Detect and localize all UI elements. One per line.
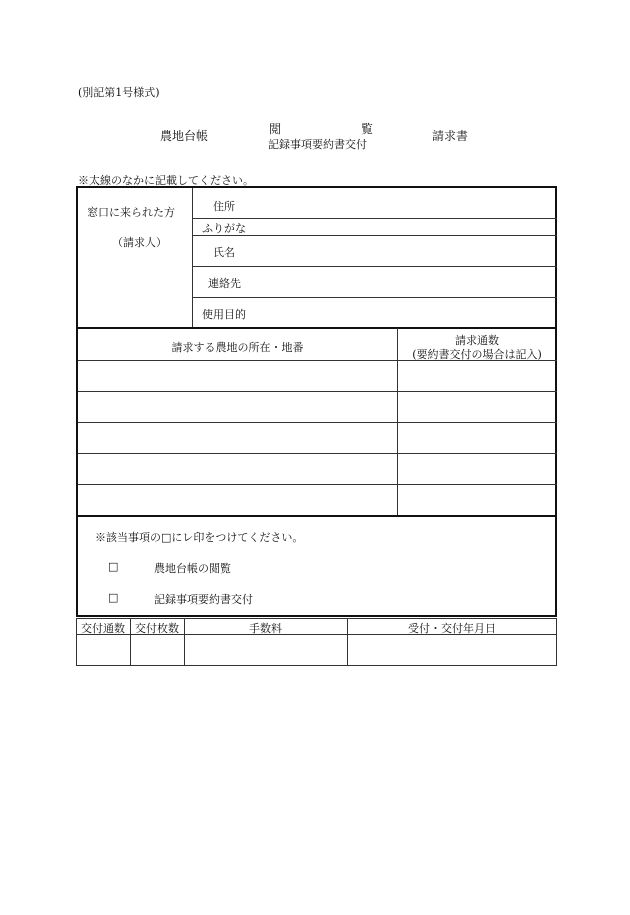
purpose-label: 使用目的: [202, 308, 246, 321]
checkbox-ledger-view[interactable]: □: [108, 560, 119, 573]
col-issued-copies: 交付通数: [81, 622, 125, 635]
summary-issue-label: 記録事項要約書交付: [154, 593, 253, 606]
main-form: [76, 186, 557, 617]
title-ledger: 農地台帳: [160, 129, 209, 143]
address-label: 住所: [213, 200, 235, 213]
office-use-table: [76, 618, 557, 666]
furigana-label: ふりがな: [202, 222, 246, 235]
title-request: 請求書: [432, 129, 469, 143]
copies-header: 請求通数: [455, 334, 499, 347]
contact-label: 連絡先: [208, 277, 241, 290]
applicant-divider: [192, 188, 193, 327]
visitor-label: 窓口に来られた方: [87, 206, 175, 219]
col-issued-sheets: 交付枚数: [135, 622, 179, 635]
copies-header-note: (要約書交付の場合は記入): [412, 348, 542, 361]
location-header: 請求する農地の所在・地番: [171, 341, 304, 354]
ledger-view-label: 農地台帳の閲覧: [154, 562, 231, 575]
instruction-note: ※太線のなかに記載してください。: [78, 174, 254, 187]
title-ran: 覧: [361, 122, 374, 136]
checklist-instruction: ※該当事項の□にレ印をつけてください。: [95, 531, 304, 544]
col-receipt-date: 受付・交付年月日: [408, 622, 496, 635]
col-fee: 手数料: [249, 622, 282, 635]
form-number: (別記第1号様式): [78, 86, 160, 99]
name-label: 氏名: [213, 246, 235, 259]
requester-label: （請求人）: [112, 236, 167, 249]
title-kan: 閲: [269, 122, 282, 136]
title-record: 記録事項要約書交付: [268, 138, 367, 151]
checkbox-summary-issue[interactable]: □: [108, 591, 119, 604]
